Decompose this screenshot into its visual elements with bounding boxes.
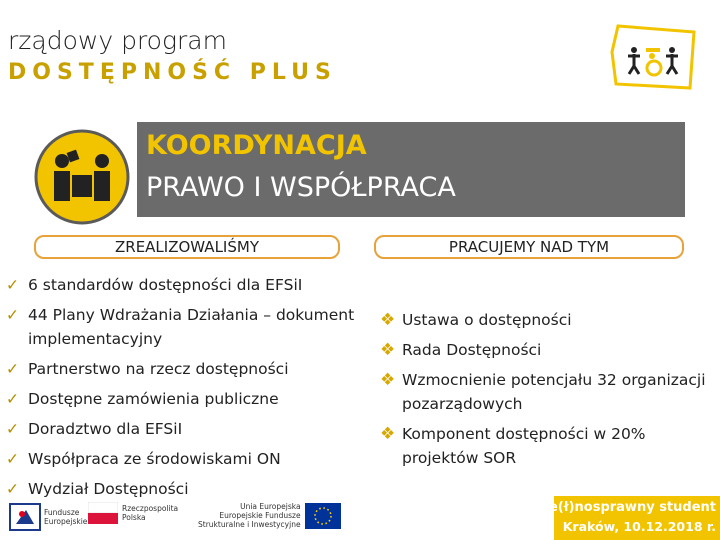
program-subtitle: rządowy program — [8, 26, 227, 55]
in-progress-list — [380, 308, 710, 476]
fe-logo-icon — [8, 502, 42, 532]
diamond-bullet-icon: ❖ — [380, 310, 396, 330]
section-label-in-progress: PRACUJEMY NAD TYM — [374, 235, 684, 259]
program-title: DOSTĘPNOŚĆ PLUS — [8, 60, 337, 85]
unia-europejska-logo: Unia Europejska Europejskie Fundusze Strukturalne i Inwestycyjne — [198, 502, 341, 529]
checkmark-icon: ✓ — [6, 276, 19, 294]
polish-flag-icon — [88, 502, 118, 524]
fundusze-europejskie-logo: Fundusze Europejskie — [8, 502, 87, 532]
section-label-done: ZREALIZOWALIŚMY — [34, 235, 340, 259]
event-date: Kraków, 10.12.2018 r. — [562, 519, 716, 534]
list-item: ❖ Ustawa o dostępności — [380, 310, 572, 330]
diamond-bullet-icon: ❖ — [380, 340, 396, 360]
list-item: ✓ Doradztwo dla EFSiI — [6, 417, 361, 441]
checkmark-icon: ✓ — [6, 480, 19, 498]
done-list — [6, 273, 361, 507]
event-name: Pe(ł)nosprawny student — [539, 500, 716, 515]
accessibility-logo-icon — [608, 22, 698, 92]
list-item: ✓ Wydział Dostępności — [6, 477, 361, 501]
rzeczpospolita-polska-logo: Rzeczpospolita Polska — [88, 502, 178, 524]
list-item: ✓ Współpraca ze środowiskami ON — [6, 447, 361, 471]
list-item: ✓ 44 Plany Wdrażania Działania – dokument implementacyjny — [6, 303, 361, 351]
list-item: ❖ Komponent dostępności w 20% projektów SOR — [380, 422, 710, 470]
list-item: ❖ Rada Dostępności — [380, 340, 542, 360]
banner-subtitle: PRAWO I WSPÓŁPRACA — [146, 172, 456, 203]
list-item: ❖ Wzmocnienie potencjału 32 organizacji pozarządowych — [380, 368, 710, 416]
banner-title: KOORDYNACJA — [146, 130, 367, 161]
checkmark-icon: ✓ — [6, 390, 19, 408]
diamond-bullet-icon: ❖ — [380, 424, 396, 444]
list-item: ✓ 6 standardów dostępności dla EFSiI — [6, 273, 361, 297]
diamond-bullet-icon: ❖ — [380, 370, 396, 390]
checkmark-icon: ✓ — [6, 306, 19, 324]
list-item: ✓ Partnerstwo na rzecz dostępności — [6, 357, 361, 381]
list-item: ✓ Dostępne zamówienia publiczne — [6, 387, 361, 411]
cooperation-people-icon — [32, 127, 132, 227]
checkmark-icon: ✓ — [6, 450, 19, 468]
eu-flag-icon — [305, 503, 341, 529]
checkmark-icon: ✓ — [6, 420, 19, 438]
checkmark-icon: ✓ — [6, 360, 19, 378]
